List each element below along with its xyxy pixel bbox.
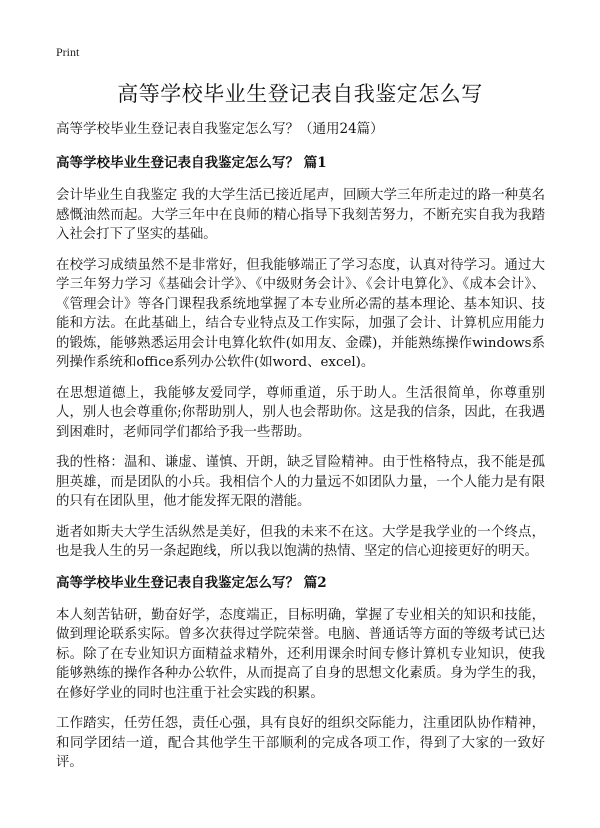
print-label: Print [56, 45, 80, 59]
paragraph: 会计毕业生自我鉴定 我的大学生活已接近尾声，回顾大学三年所走过的路一种莫名感慨油然而起。大学三年中在良师的精心指导下我刻苦努力，不断充实自我为我踏入社会打下了坚实的基础。 [56, 188, 545, 242]
section-heading: 高等学校毕业生登记表自我鉴定怎么写？ 篇2 [56, 574, 327, 591]
section-heading: 高等学校毕业生登记表自我鉴定怎么写？ 篇1 [56, 155, 327, 171]
paragraph: 我的性格：温和、谦虚、谨慎、开朗，缺乏冒险精神。由于性格特点，我不能是孤胆英雄，而是团队的小兵。我相信个人的力量远不如团队力量，一个人能力是有限的只有在团队里，他才能发挥无限的潜能。 [56, 455, 545, 509]
paragraph: 逝者如斯夫大学生活纵然是美好，但我的未来不在这。大学是我学业的一个终点，也是我人生的另一条起跑线，所以我以饱满的热情、坚定的信心迎接更好的明天。 [56, 524, 545, 559]
section-1 [56, 153, 545, 562]
section-2 [56, 573, 545, 773]
paragraph: 在思想道德上，我能够友爱同学，尊师重道，乐于助人。生活很简单，你尊重别人，别人也会尊重你;你帮助别人，别人也会帮助你。这是我的信条，因此，在我遇到困难时，老师同学们都给予我一些帮助。 [56, 385, 545, 440]
paragraph: 在校学习成绩虽然不是非常好，但我能够端正了学习态度，认真对待学习。通过大学三年努力学习《基础会计学》、《中级财务会计》、《会计电算化》、《成本会计》、《管理会计》等各门课程我系统地掌握了本专业所必需的基本理论、基本知识、技能和方法。在此基础上，结合专业特点及工作实际，加强了会计、计算机应用能力的锻炼，能够熟悉运用会计电算化软件(如用友、金碟)，并能熟练操作windows系列操作系统和office系列办公软件(如word、excel)。 [56, 257, 545, 370]
document-body [56, 119, 545, 784]
paragraph: 工作踏实，任劳任怨，责任心强，具有良好的组织交际能力，注重团队协作精神，和同学团结一道，配合其他学生干部顺利的完成各项工作，得到了大家的一致好评。 [56, 716, 545, 770]
document-subtitle: 高等学校毕业生登记表自我鉴定怎么写？（通用24篇） [56, 121, 384, 137]
page-title: 高等学校毕业生登记表自我鉴定怎么写 [117, 82, 483, 106]
paragraph: 本人刻苦钻研，勤奋好学，态度端正，目标明确，掌握了专业相关的知识和技能，做到理论联系实际。曾多次获得过学院荣誉。电脑、普通话等方面的等级考试已达标。除了在专业知识方面精益求精外，还利用课余时间专修计算机专业知识，使我能够熟练的操作各种办公软件，从而提高了自身的思想文化素质。身为学生的我，在修好学业的同时也注重于社会实践的积累。 [56, 607, 545, 701]
